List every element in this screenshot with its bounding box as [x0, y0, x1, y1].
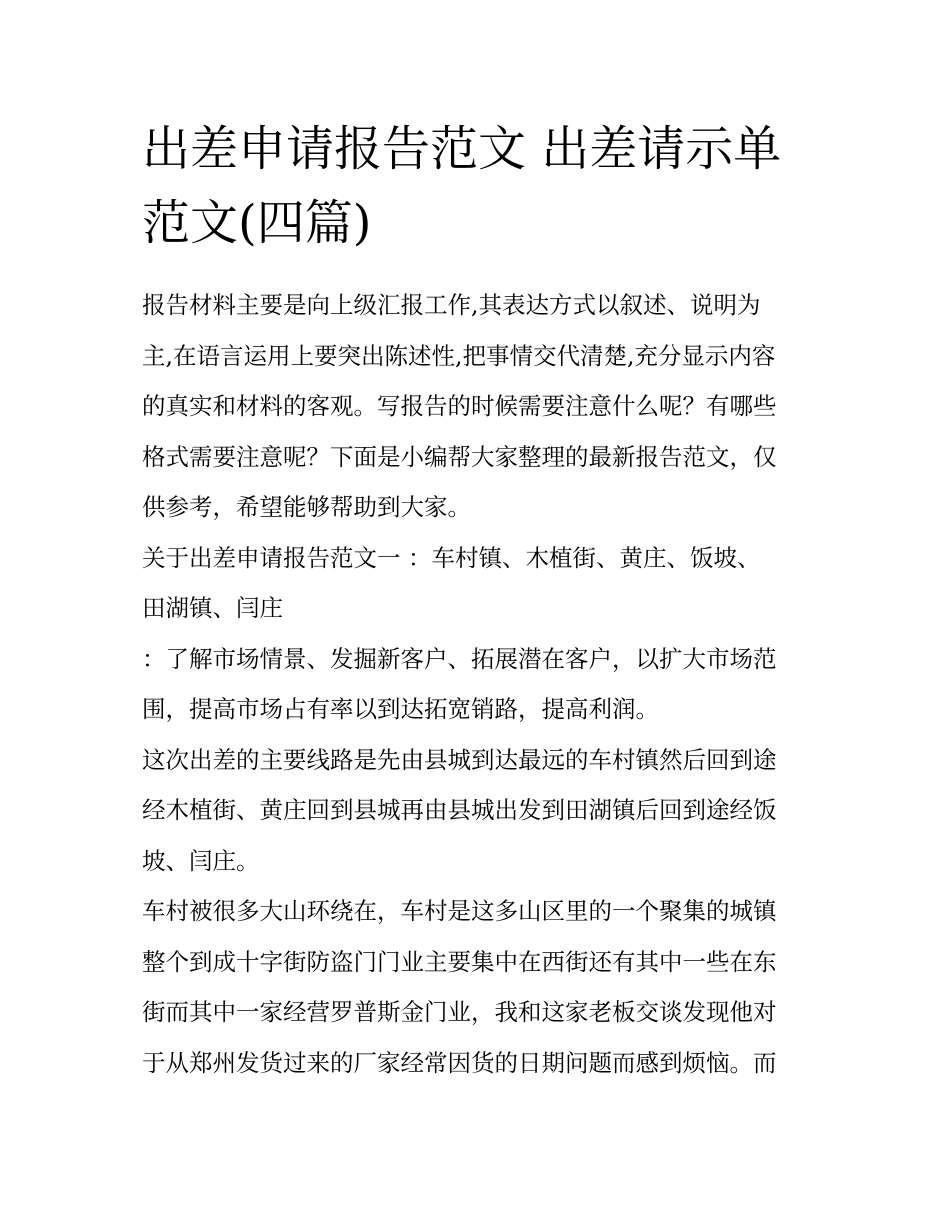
paragraph-purpose: ：了解市场情景、发掘新客户、拓展潜在客户，以扩大市场范 围，提高市场占有率以到达拓宽销路，提高利润。	[142, 644, 777, 723]
paragraph-route: 这次出差的主要线路是先由县城到达最远的车村镇然后回到途 经木植街、黄庄回到县城再由县城出发到田湖镇后回到途经饭 坡、闫庄。	[142, 745, 777, 875]
paragraph-intro: 报告材料主要是向上级汇报工作,其表达方式以叙述、说明为 主,在语言运用上要突出陈述性,把事情交代清楚,充分显示内容 的真实和材料的客观。写报告的时候需要注意什么呢？有哪些 格式需要注意呢？下面是小编帮大家整理的最新报告范文，仅 供参考，希望能够帮助到大家。	[142, 291, 777, 521]
paragraph-checun: 车村被很多大山环绕在，车村是这多山区里的一个聚集的城镇 整个到成十字街防盗门门业主要集中在西街还有其中一些在东 街而其中一家经营罗普斯金门业，我和这家老板交谈发现他对 于从郑州发货过来的厂家经常因货的日期问题而感到烦恼。而	[142, 897, 777, 1077]
document-body	[142, 280, 814, 1088]
paragraph-destinations: 关于出差申请报告范文一 ：车村镇、木植街、黄庄、饭坡、 田湖镇、闫庄	[142, 543, 761, 622]
document-title: 出差申请报告范文 出差请示单范文(四篇)	[142, 121, 782, 251]
